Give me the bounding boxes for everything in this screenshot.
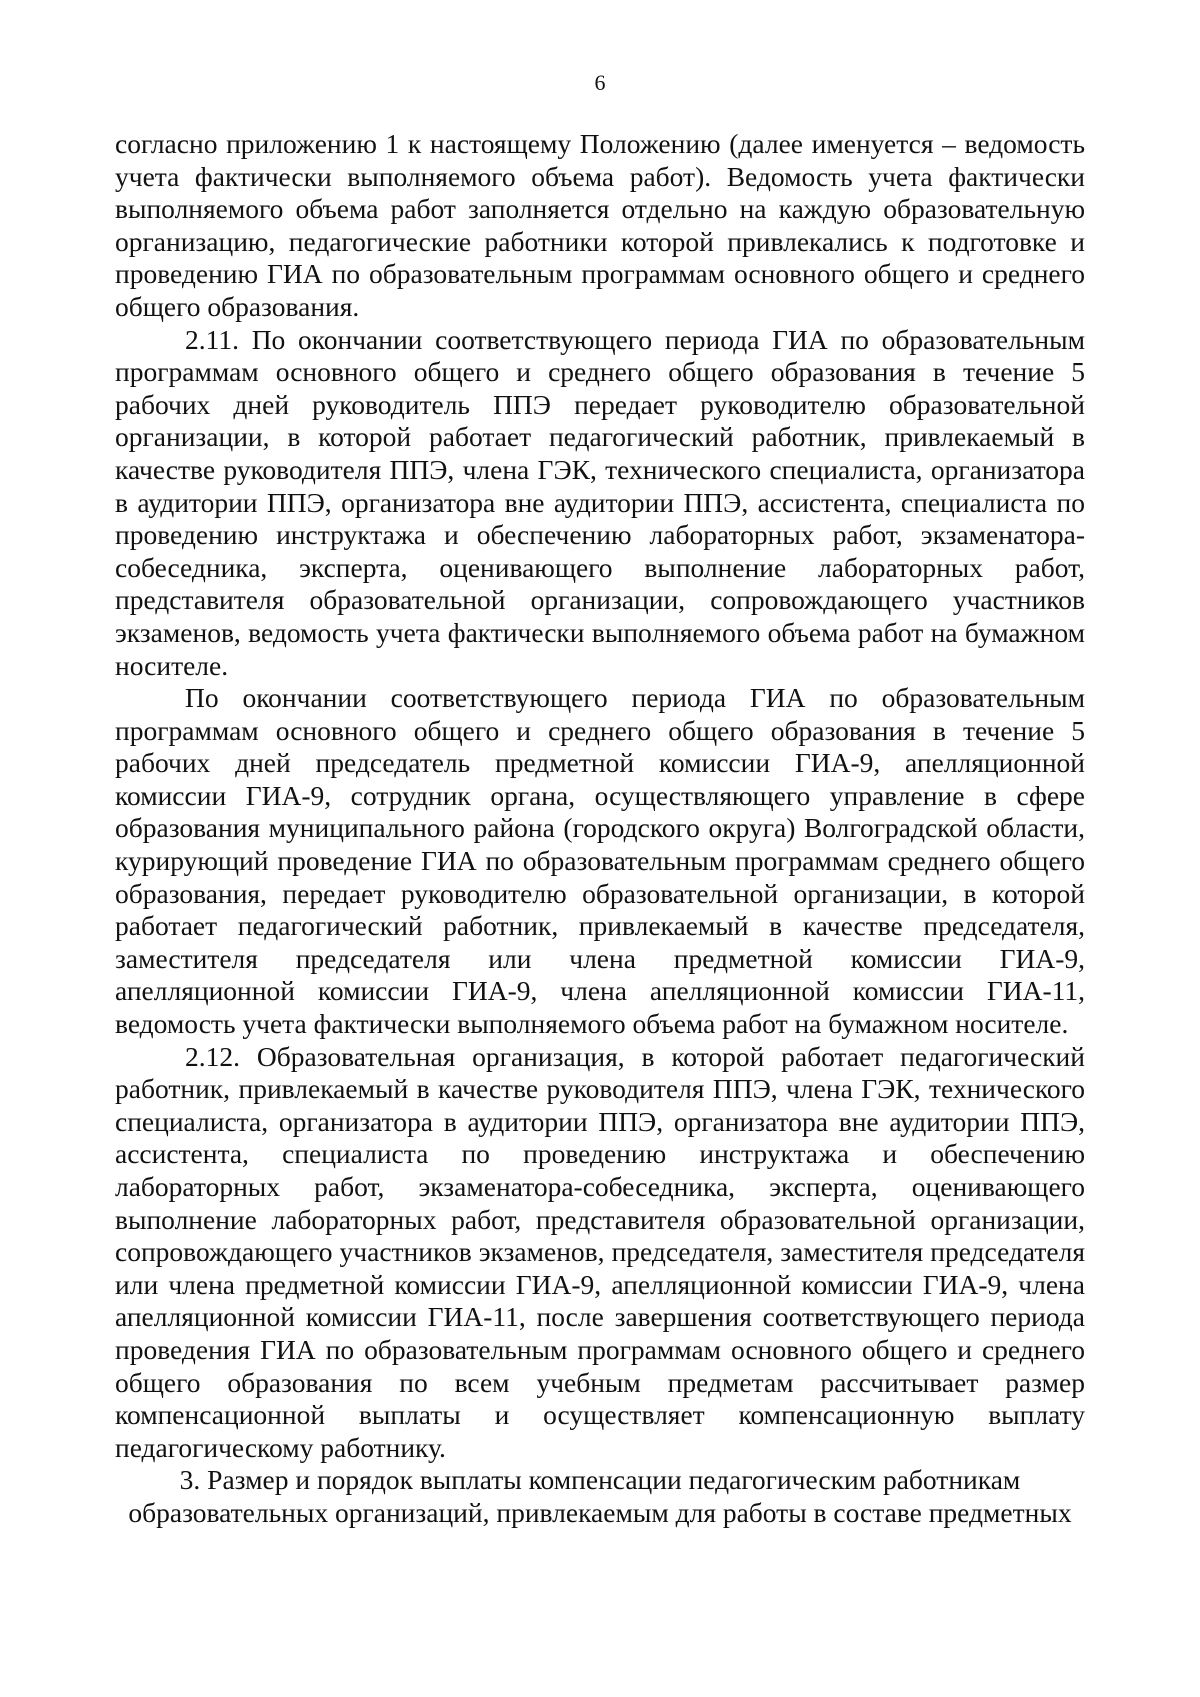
page-number: 6 bbox=[594, 70, 606, 95]
paragraph-2-12: 2.12. Образовательная организация, в которой работает педагогический работник, привлекаемый в качестве руководителя ППЭ, члена ГЭК, технического специалиста, организатора в аудитории ППЭ, организатора вне аудитории ППЭ, ассистента, специалиста по проведению инструктажа и обеспечению лабораторных работ, экзаменатора-собеседника, эксперта, оценивающего выполнение лабораторных работ, представителя образовательной организации, сопровождающего участников экзаменов, председателя, заместителя председателя или члена предметной комиссии ГИА-9, апелляционной комиссии ГИА-9, члена апелляционной комиссии ГИА-11, после завершения соответствующего периода проведения ГИА по образовательным программам основного общего и среднего общего образования по всем учебным предметам рассчитывает размер компенсационной выплаты и осуществляет компенсационную выплату педагогическому работнику. bbox=[115, 1040, 1085, 1463]
paragraph-2-11: 2.11. По окончании соответствующего периода ГИА по образовательным программам основного общего и среднего общего образования в течение 5 рабочих дней руководитель ППЭ передает руководителю образовательной организации, в которой работает педагогический работник, привлекаемый в качестве руководителя ППЭ, члена ГЭК, технического специалиста, организатора в аудитории ППЭ, организатора вне аудитории ППЭ, ассистента, специалиста по проведению инструктажа и обеспечению лабораторных работ, экзаменатора-собеседника, эксперта, оценивающего выполнение лабораторных работ, представителя образовательной организации, сопровождающего участников экзаменов, ведомость учета фактически выполняемого объема работ на бумажном носителе. bbox=[115, 323, 1085, 681]
paragraph-2-11-continued: По окончании соответствующего периода ГИА по образовательным программам основного общего и среднего общего образования в течение 5 рабочих дней председатель предметной комиссии ГИА-9, апелляционной комиссии ГИА-9, сотрудник органа, осуществляющего управление в сфере образования муниципального района (городского округа) Волгоградской области, курирующий проведение ГИА по образовательным программам среднего общего образования, передает руководителю образовательной организации, в которой работает педагогический работник, привлекаемый в качестве председателя, заместителя председателя или члена предметной комиссии ГИА-9, апелляционной комиссии ГИА-9, члена апелляционной комиссии ГИА-11, ведомость учета фактически выполняемого объема работ на бумажном носителе. bbox=[115, 682, 1085, 1040]
body-text bbox=[115, 128, 1085, 1464]
section-heading bbox=[115, 1463, 1085, 1529]
section-heading-line: образовательных организаций, привлекаемым для работы в составе предметных bbox=[128, 1497, 1072, 1528]
paragraph-continuation: согласно приложению 1 к настоящему Положению (далее именуется – ведомость учета фактически выполняемого объема работ). Ведомость учета фактически выполняемого объема работ заполняется отдельно на каждую образовательную организацию, педагогические работники которой привлекались к подготовке и проведению ГИА по образовательным программам основного общего и среднего общего образования. bbox=[115, 128, 1085, 322]
section-heading-line: 3. Размер и порядок выплаты компенсации педагогическим работникам bbox=[179, 1464, 1021, 1495]
